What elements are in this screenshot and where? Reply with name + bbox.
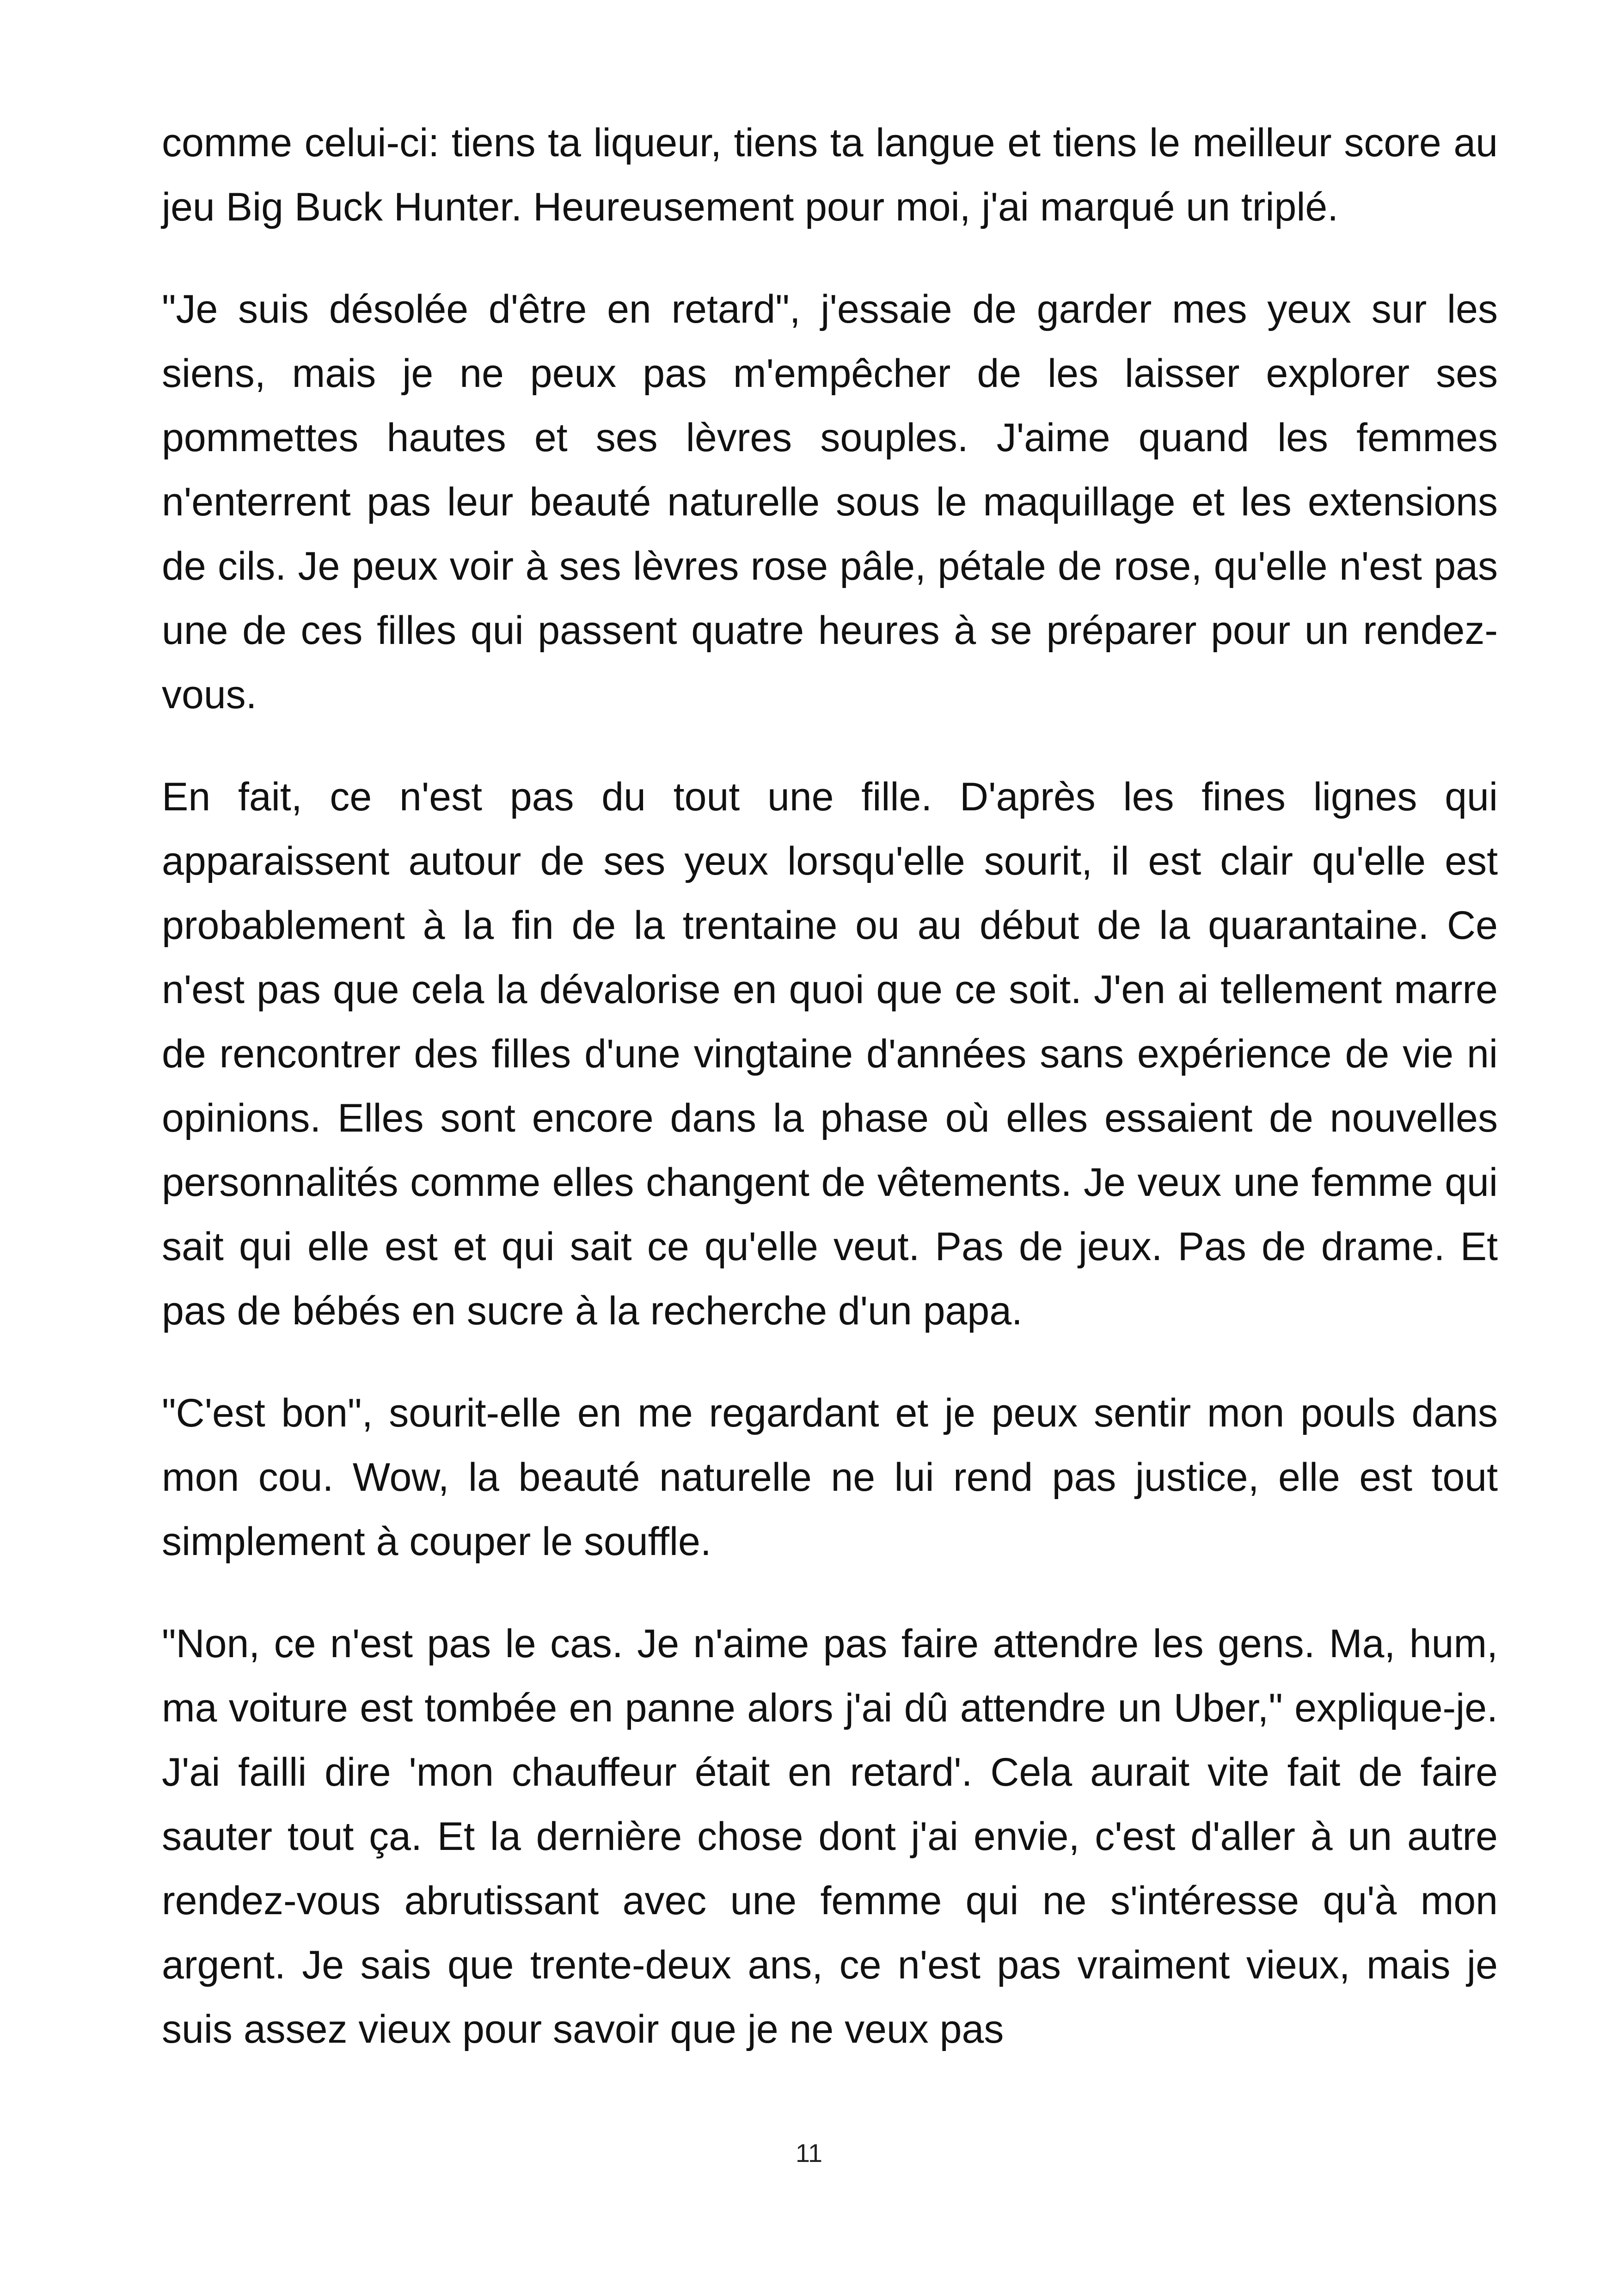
paragraph: "Non, ce n'est pas le cas. Je n'aime pas faire attendre les gens. Ma, hum, ma voiture est tombée en panne alors j'ai dû attendre un Uber," explique-je. J'ai failli dire 'mon chauffeur était en retard'. Cela aurait vite fait de faire sauter tout ça. Et la dernière chose dont j'ai envie, c'est d'aller à un autre rendez-vous abrutissant avec une femme qui ne s'intéresse qu'à mon argent. Je sais que trente-deux ans, ce n'est pas vraiment vieux, mais je suis assez vieux pour savoir que je ne veux pas <box>162 1622 1498 2051</box>
paragraph: "C'est bon", sourit-elle en me regardant et je peux sentir mon pouls dans mon cou. Wow, la beauté naturelle ne lui rend pas justice, elle est tout simplement à couper le souffle. <box>162 1391 1498 1564</box>
paragraph: En fait, ce n'est pas du tout une fille. D'après les fines lignes qui apparaissent autour de ses yeux lorsqu'elle sourit, il est clair qu'elle est probablement à la fin de la trentaine ou au début de la quarantaine. Ce n'est pas que cela la dévalorise en quoi que ce soit. J'en ai tellement marre de rencontrer des filles d'une vingtaine d'années sans expérience de vie ni opinions. Elles sont encore dans la phase où elles essaient de nouvelles personnalités comme elles changent de vêtements. Je veux une femme qui sait qui elle est et qui sait ce qu'elle veut. Pas de jeux. Pas de drame. Et pas de bébés en sucre à la recherche d'un papa. <box>162 775 1498 1333</box>
page-number: 11 <box>795 2138 823 2167</box>
paragraph: comme celui-ci: tiens ta liqueur, tiens ta langue et tiens le meilleur score au jeu Big Buck Hunter. Heureusement pour moi, j'ai marqué un triplé. <box>162 121 1498 229</box>
body-text <box>162 111 1498 2100</box>
paragraph: "Je suis désolée d'être en retard", j'essaie de garder mes yeux sur les siens, mais je ne peux pas m'empêcher de les laisser explorer ses pommettes hautes et ses lèvres souples. J'aime quand les femmes n'enterrent pas leur beauté naturelle sous le maquillage et les extensions de cils. Je peux voir à ses lèvres rose pâle, pétale de rose, qu'elle n'est pas une de ces filles qui passent quatre heures à se préparer pour un rendez-vous. <box>162 287 1498 717</box>
